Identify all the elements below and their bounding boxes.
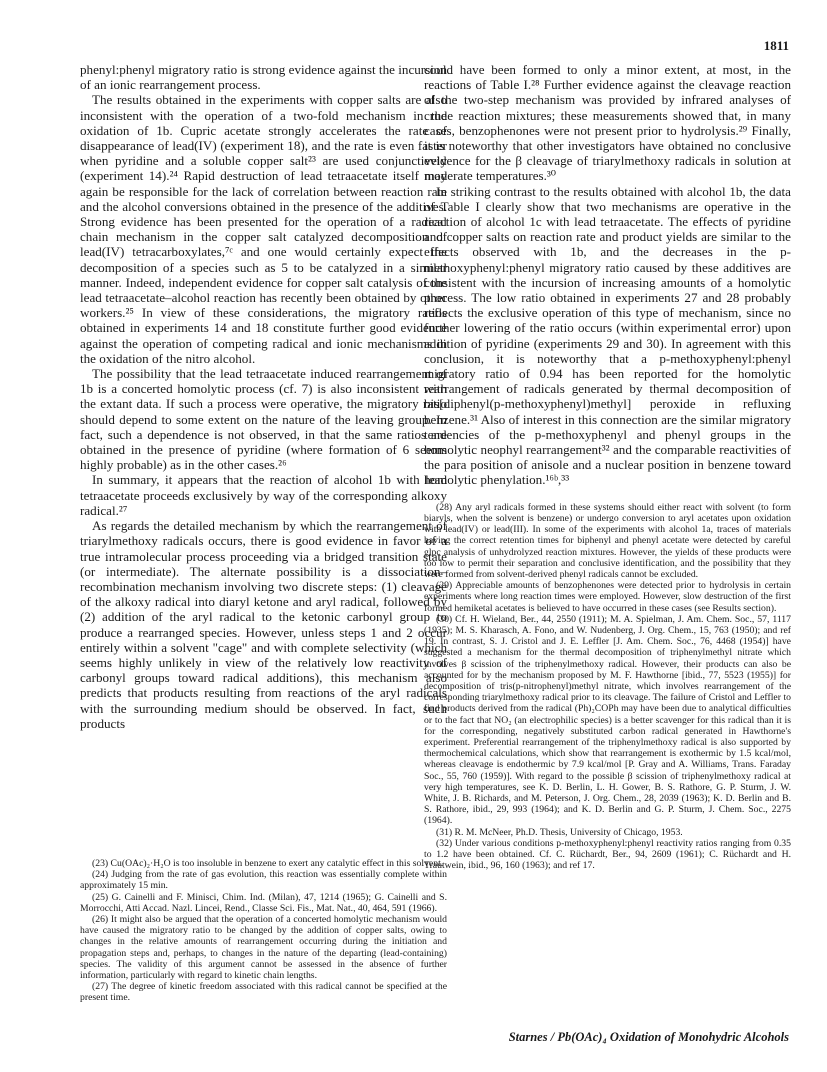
paragraph: In striking contrast to the results obtained with alcohol 1b, the data of Table I clearly show that two mechanisms are operative in the reaction of alcohol 1c with lead tetraacetate. The effects of pyridine and copper salts on reaction rate and product yields are similar to the effects observed with 1b, and the decreases in the p-methoxyphenyl:phenyl migratory ratio caused by these additives are consistent with the incursion of increasing amounts of a homolytic process. The low ratio obtained in experiments 27 and 28 probably reflects the exclusive operation of this type of mechanism, since no further lowering of the ratio occurs (within experimental error) upon addition of pyridine (experiments 29 and 30). In agreement with this conclusion, it is noteworthy that a p-methoxyphenyl:phenyl migratory ratio of 0.94 has been reported for the homolytic rearrangement of radicals generated by thermal decomposition of bis[diphenyl(p-methoxyphenyl)methyl] peroxide in refluxing benzene.³¹ Also of interest in this connection are the similar migratory tendencies of the p-methoxyphenyl and phenyl groups in the homolytic neophyl rearrangement³² and the comparable reactivities of the para position of anisole and a nuclear position in benzene toward homolytic phenylation.¹⁶ᵇ,³³ <box>424 183 791 488</box>
paragraph: The results obtained in the experiments with copper salts are also inconsistent with the operation of a two-fold mechanism in the oxidation of 1b. Cupric acetate strongly accelerates the rate of disappearance of lead(IV) (experiment 18), and the rate is even faster when pyridine and a soluble copper salt²³ are used conjunctively (experiment 14).²⁴ Rapid destruction of lead tetraacetate itself may again be responsible for the lack of correlation between reaction rate and the alcohol conversions obtained in the presence of the additives. Strong evidence has been presented for the operation of a radical chain mechanism in the copper salt catalyzed decomposition of lead(IV) tetracarboxylates,⁷ᶜ and one would certainly expect the decomposition of a species such as 5 to be catalyzed in a similar manner. Indeed, independent evidence for copper salt catalysis of the lead tetraacetate–alcohol reaction has recently been obtained by other workers.²⁵ In view of these considerations, the migratory ratios obtained in experiments 14 and 18 constitute further good evidence against the operation of competing radical and ionic mechanisms in the oxidation of the nitro alcohol. <box>80 92 447 366</box>
page-number: 1811 <box>763 38 789 53</box>
footnote: (30) Cf. H. Wieland, Ber., 44, 2550 (1911); M. A. Spielman, J. Am. Chem. Soc., 57, 1117 (1935); M. S. Kharasch, A. Fono, and W. Nudenberg, J. Org. Chem., 15, 763 (1950); and ref 19. In contrast, S. J. Cristol and J. E. Leffler [J. Am. Chem. Soc., 76, 4468 (1954)] have suggested a mechanism for the thermal decomposition of triphenylmethyl nitrate which involves β scission of the triphenylmethoxy radical. However, their products can also be accounted for by the mechanism proposed by M. F. Hawthorne [ibid., 77, 5523 (1955)] for decomposition of tris(p-nitrophenyl)methyl nitrate, which involves rearrangement of the corresponding triarylmethoxy radical prior to its cleavage. The failure of Cristol and Leffler to find products derived from the radical (Ph)₂COPh may have been due to analytical difficulties or to the fact that NO₂ (an electrophilic species) is a better scavenger for this radical than it is for the corresponding, negatively substituted carbon radical generated in Hawthorne's experiment. Preferential rearrangement of the triphenylmethoxy radical is also supported by thermochemical calculations, which show that rearrangement is exothermic by 1.5 kcal/mol, whereas cleavage is endothermic by 7.9 kcal/mol [P. Gray and A. Williams, Trans. Faraday Soc., 55, 760 (1959)]. With regard to the possible β scission of triphenylmethoxy radical at very high temperatures, see K. D. Berlin, L. H. Gower, B. S. Rathore, G. P. Sturm, J. W. White, J. B. Richards, and M. Peterson, J. Org. Chem., 28, 2039 (1963); K. D. Berlin and B. S. Rathore, ibid., 29, 993 (1964); and K. D. Berlin and G. P. Sturm, J. Chem. Soc., 2275 (1964). <box>424 613 791 827</box>
footnotes-right <box>424 502 791 872</box>
footnote: (26) It might also be argued that the operation of a concerted homolytic mechanism would have caused the migratory ratio to be changed by the addition of copper salts, owing to changes in the relative amounts of rearrangement occurring during the initiation and propagation steps and, perhaps, to changes in the nature of the departing (lead-containing) species. The validity of this argument cannot be assessed in the absence of further information, particularly with regard to kinetic chain lengths. <box>80 914 447 982</box>
footnote: (25) G. Cainelli and F. Minisci, Chim. Ind. (Milan), 47, 1214 (1965); G. Cainelli and S. Morrocchi, Atti Accad. Nazl. Lincei, Rend., Classe Sci. Fis., Mat. Nat., 40, 464, 591 (1966). <box>80 891 447 914</box>
running-footer: Starnes / Pb(OAc)₄ Oxidation of Monohydric Alcohols <box>508 1030 789 1044</box>
footnote: (31) R. M. McNeer, Ph.D. Thesis, University of Chicago, 1953. <box>436 826 683 838</box>
left-column <box>80 62 447 731</box>
footnote: (24) Judging from the rate of gas evolution, this reaction was essentially complete within approximately 15 min. <box>80 869 447 892</box>
paragraph: The possibility that the lead tetraacetate induced rearrangement of 1b is a concerted homolytic process (cf. 7) is also inconsistent with the extant data. If such a process were operative, the migratory ratio should depend to some extent on the nature of the leaving group. In fact, such a dependence is not observed, in that the same ratios are obtained in the presence of pyridine (where formation of 6 seems highly probable) as in the other cases.²⁶ <box>80 366 447 473</box>
footnote: (27) The degree of kinetic freedom associated with this radical cannot be specified at the present time. <box>80 981 447 1004</box>
paragraph: As regards the detailed mechanism by which the rearrangement of triarylmethoxy radicals occurs, there is good evidence in favor of a true intramolecular process proceeding via a bridged transition state (or intermediate). The alternate possibility is a dissociation–recombination mechanism involving two discrete steps: (1) cleavage of the alkoxy radical into diaryl ketone and aryl radical, followed by (2) addition of the aryl radical to the ketonic carbonyl group to produce a rearranged species. However, unless steps 1 and 2 occur entirely within a solvent "cage" and with complete selectivity (which seems highly unlikely in view of the relatively low reactivity of carbonyl groups toward radical additions), this mechanism also predicts that products resulting from reactions of the aryl radicals with the surrounding medium should be observed. In fact, such products <box>80 518 447 731</box>
footnote: (32) Under various conditions p-methoxyphenyl:phenyl reactivity ratios ranging from 0.35 to 1.2 have been obtained. Cf. C. Rüchardt, Ber., 94, 2609 (1961); C. Rüchardt and H. Trautwein, ibid., 96, 160 (1963); and ref 17. <box>424 837 791 872</box>
footnote: (28) Any aryl radicals formed in these systems should either react with solvent (to form biaryls, when the solvent is benzene) or undergo conversion to aryl acetates upon oxidation with lead(IV) or lead(III). In some of the experiments with alcohol 1a, traces of materials having the correct retention times for biphenyl and phenyl acetate were detected by careful glpc analysis of unhydrolyzed reaction mixtures. However, the yields of these products were too low to permit their separation and conclusive identification, and the possibility that they were formed from solvent-derived phenyl radicals cannot be excluded. <box>424 501 791 580</box>
paragraph: could have been formed to only a minor extent, at most, in the reactions of Table I.²⁸ Further evidence against the cleavage reaction of the two-step mechanism was provided by infrared analyses of crude reaction mixtures; these measurements showed that, in many cases, benzophenones were not present prior to hydrolysis.²⁹ Finally, it is noteworthy that other investigators have obtained no conclusive evidence for the β cleavage of triarylmethoxy radicals in solution at moderate temperatures.³⁰ <box>424 62 791 184</box>
right-column <box>424 62 791 871</box>
paragraph: phenyl:phenyl migratory ratio is strong evidence against the incursion of an ionic rearrangement process. <box>80 62 447 93</box>
footnote: (23) Cu(OAc)₂·H₂O is too insoluble in benzene to exert any catalytic effect in this solvent. <box>92 858 444 869</box>
footnote: (29) Appreciable amounts of benzophenones were detected prior to hydrolysis in certain experiments where long reaction times were employed. However, slow destruction of the first formed hemiketal acetates is believed to have occurred in these cases (see Results section). <box>424 580 791 614</box>
footnotes-left <box>80 858 447 1004</box>
paragraph: In summary, it appears that the reaction of alcohol 1b with lead tetraacetate proceeds exclusively by way of the corresponding alkoxy radical.²⁷ <box>80 472 447 518</box>
